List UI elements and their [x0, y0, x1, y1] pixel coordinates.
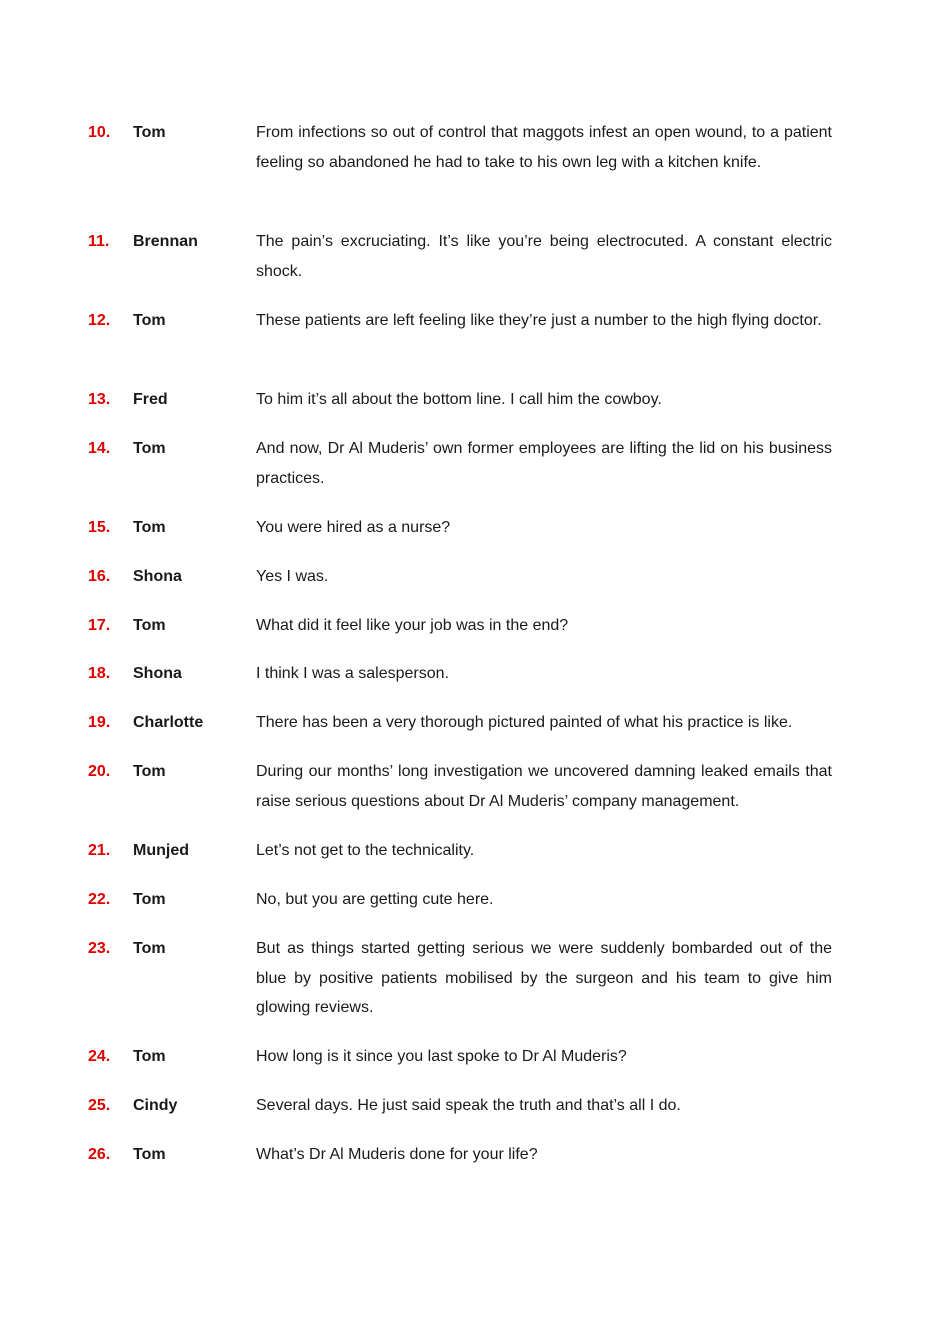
spoken-text: How long is it since you last spoke to Dr Al Muderis?: [256, 1048, 627, 1065]
spoken-text: These patients are left feeling like they’re just a number to the high flying doctor.: [256, 312, 822, 329]
entry-number: 16.: [88, 568, 111, 585]
entry-number: 21.: [88, 842, 111, 859]
speaker-name: Tom: [133, 124, 166, 141]
speaker-name: Shona: [133, 568, 182, 585]
speaker-name: Tom: [133, 519, 166, 536]
entry-number: 12.: [88, 312, 111, 329]
speaker-name: Charlotte: [133, 714, 204, 731]
speaker-name: Tom: [133, 312, 166, 329]
spoken-text: You were hired as a nurse?: [256, 519, 451, 536]
spoken-text: Yes I was.: [256, 568, 329, 585]
spoken-text: There has been a very thorough pictured painted of what his practice is like.: [256, 714, 793, 731]
entry-number: 20.: [88, 763, 111, 780]
speaker-name: Fred: [133, 391, 168, 408]
entry-number: 13.: [88, 391, 111, 408]
speaker-name: Tom: [133, 1146, 166, 1163]
speaker-name: Tom: [133, 940, 166, 957]
spoken-text: Several days. He just said speak the truth and that’s all I do.: [256, 1097, 681, 1114]
entry-number: 22.: [88, 891, 111, 908]
spoken-text: To him it’s all about the bottom line. I call him the cowboy.: [256, 391, 662, 408]
speaker-name: Tom: [133, 763, 166, 780]
entry-number: 26.: [88, 1146, 111, 1163]
entry-number: 24.: [88, 1048, 111, 1065]
speaker-name: Shona: [133, 665, 182, 682]
spoken-text: I think I was a salesperson.: [256, 665, 449, 682]
speaker-name: Cindy: [133, 1097, 178, 1114]
speaker-name: Tom: [133, 440, 166, 457]
entry-number: 14.: [88, 440, 111, 457]
entry-number: 23.: [88, 940, 111, 957]
spoken-text: From infections so out of control that maggots infest an open wound, to a patient feeling so abandoned he had to take to his own leg with a kitchen knife.: [256, 124, 832, 171]
speaker-name: Munjed: [133, 842, 189, 859]
spoken-text: What did it feel like your job was in the end?: [256, 617, 569, 634]
spoken-text: Let’s not get to the technicality.: [256, 842, 475, 859]
entry-number: 25.: [88, 1097, 111, 1114]
entry-number: 17.: [88, 617, 111, 634]
speaker-name: Tom: [133, 1048, 166, 1065]
entry-number: 10.: [88, 124, 111, 141]
spoken-text: During our months’ long investigation we uncovered damning leaked emails that raise serious questions about Dr Al Muderis’ company management.: [256, 763, 832, 810]
entry-number: 11.: [88, 233, 110, 250]
entry-number: 15.: [88, 519, 111, 536]
speaker-name: Brennan: [133, 233, 198, 250]
spoken-text: No, but you are getting cute here.: [256, 891, 494, 908]
entry-number: 18.: [88, 665, 111, 682]
spoken-text: But as things started getting serious we were suddenly bombarded out of the blue by positive patients mobilised by the surgeon and his team to give him glowing reviews.: [256, 940, 832, 1017]
speaker-name: Tom: [133, 617, 166, 634]
spoken-text: The pain’s excruciating. It’s like you’re being electrocuted. A constant electric shock.: [256, 233, 832, 280]
speaker-name: Tom: [133, 891, 166, 908]
spoken-text: And now, Dr Al Muderis’ own former employees are lifting the lid on his business practices.: [256, 440, 832, 487]
entry-number: 19.: [88, 714, 111, 731]
spoken-text: What’s Dr Al Muderis done for your life?: [256, 1146, 538, 1163]
